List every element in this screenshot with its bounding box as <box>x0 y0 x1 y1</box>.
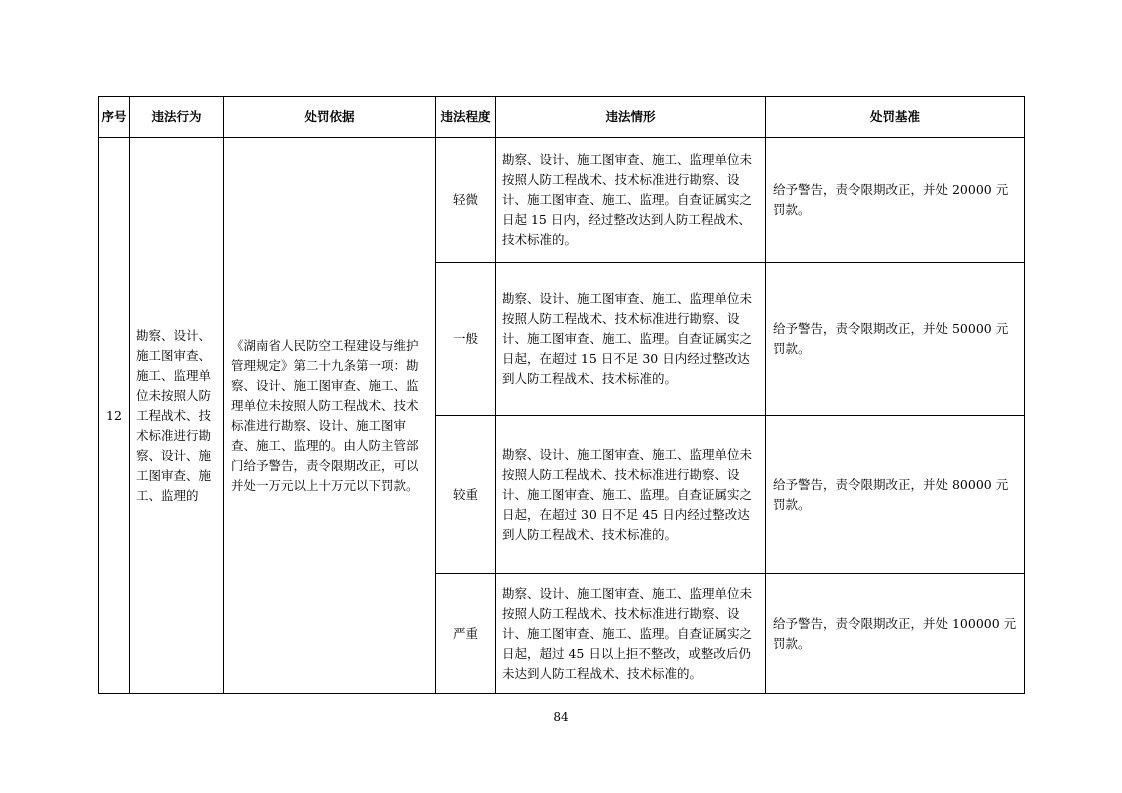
header-situation: 违法情形 <box>496 97 766 138</box>
item-number: 12 <box>99 138 130 694</box>
level-cell: 轻微 <box>436 138 496 263</box>
standard-cell: 给予警告，责令限期改正，并处 20000 元罚款。 <box>766 138 1025 263</box>
header-number: 序号 <box>99 97 130 138</box>
header-level: 违法程度 <box>436 97 496 138</box>
situation-cell: 勘察、设计、施工图审查、施工、监理单位未按照人防工程战术、技术标准进行勘察、设计、施工图审查、施工、监理。自查证属实之日起，在超过 30 日不足 45 日内经过整改达到人防工程战术、技术标准的。 <box>496 416 766 574</box>
situation-cell: 勘察、设计、施工图审查、施工、监理单位未按照人防工程战术、技术标准进行勘察、设计、施工图审查、施工、监理。自查证属实之日起，在超过 15 日不足 30 日内经过整改达到人防工程战术、技术标准的。 <box>496 263 766 416</box>
situation-cell: 勘察、设计、施工图审查、施工、监理单位未按照人防工程战术、技术标准进行勘察、设计、施工图审查、施工、监理。自查证属实之日起，超过 45 日以上拒不整改，或整改后仍未达到人防工程战术、技术标准的。 <box>496 574 766 694</box>
standard-cell: 给予警告，责令限期改正，并处 100000 元罚款。 <box>766 574 1025 694</box>
violation-act: 勘察、设计、施工图审查、施工、监理单位未按照人防工程战术、技术标准进行勘察、设计、施工图审查、施工、监理的 <box>130 138 224 694</box>
level-cell: 较重 <box>436 416 496 574</box>
standard-cell: 给予警告，责令限期改正，并处 50000 元罚款。 <box>766 263 1025 416</box>
page-number: 84 <box>553 710 569 724</box>
header-standard: 处罚基准 <box>766 97 1025 138</box>
standard-cell: 给予警告，责令限期改正，并处 80000 元罚款。 <box>766 416 1025 574</box>
table-header-row <box>99 97 1025 138</box>
table-row <box>99 138 1025 263</box>
header-basis: 处罚依据 <box>224 97 436 138</box>
penalty-table <box>98 96 1025 694</box>
header-act: 违法行为 <box>130 97 224 138</box>
situation-cell: 勘察、设计、施工图审查、施工、监理单位未按照人防工程战术、技术标准进行勘察、设计、施工图审查、施工、监理。自查证属实之日起 15 日内，经过整改达到人防工程战术、技术标准的。 <box>496 138 766 263</box>
level-cell: 一般 <box>436 263 496 416</box>
penalty-basis: 《湖南省人民防空工程建设与维护管理规定》第二十九条第一项：勘察、设计、施工图审查、施工、监理单位未按照人防工程战术、技术标准进行勘察、设计、施工图审查、施工、监理的。由人防主管部门给予警告，责令限期改正，可以并处一万元以上十万元以下罚款。 <box>224 138 436 694</box>
level-cell: 严重 <box>436 574 496 694</box>
